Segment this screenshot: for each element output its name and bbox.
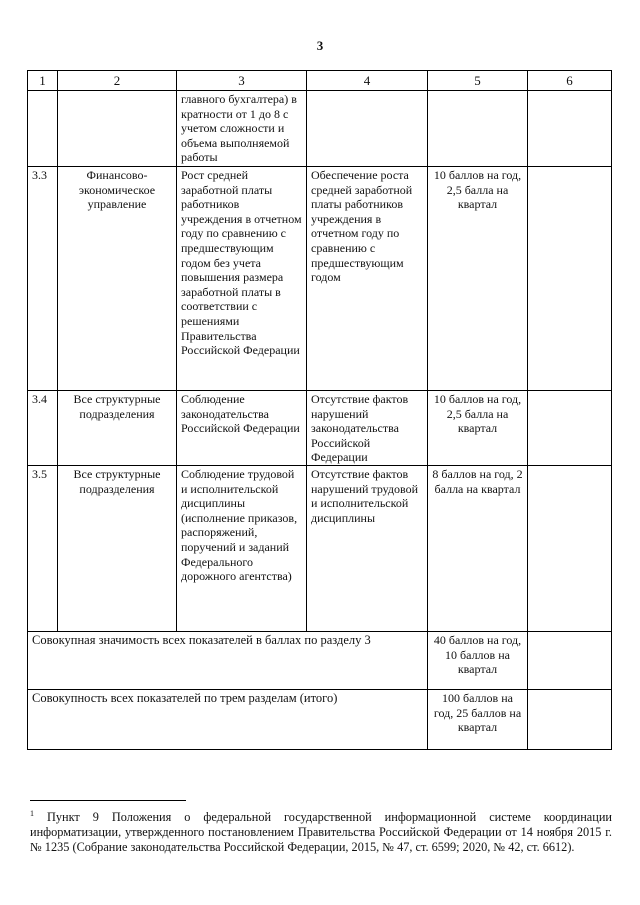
cell-score: 10 баллов на год, 2,5 балла на квартал	[428, 391, 528, 466]
cell-indicator: Соблюдение трудовой и исполнительской дисциплины (исполнение приказов, распоряжений, поручений и заданий Федерального дорожного агентства)	[177, 465, 307, 631]
table-row	[28, 465, 612, 631]
cell-col6	[528, 689, 612, 749]
footnote-divider	[30, 800, 186, 801]
summary-label: Совокупность всех показателей по трем разделам (итого)	[28, 689, 428, 749]
cell-unit: Все структурные подразделения	[58, 391, 177, 466]
cell-indicator: Соблюдение законодательства Российской Федерации	[177, 391, 307, 466]
cell-unit: Все структурные подразделения	[58, 465, 177, 631]
summary-label: Совокупная значимость всех показателей в баллах по разделу 3	[28, 631, 428, 689]
header-row	[28, 71, 612, 91]
cell-indicator: главного бухгалтера) в кратности от 1 до 8 с учетом сложности и объема выполняемой работы	[177, 91, 307, 167]
cell-score	[428, 91, 528, 167]
footnote-marker: 1	[30, 809, 34, 818]
header-cell: 3	[177, 71, 307, 91]
indicators-table	[27, 70, 612, 750]
cell-indicator: Рост средней заработной платы работников учреждения в отчетном году по сравнению с предшествующим годом без учета повышения размера заработной платы в соответствии с решениями Правительства Российской Федерации	[177, 167, 307, 391]
cell-col6	[528, 391, 612, 466]
cell-num	[28, 91, 58, 167]
table-row	[28, 167, 612, 391]
cell-score: 8 баллов на год, 2 балла на квартал	[428, 465, 528, 631]
cell-score: 10 баллов на год, 2,5 балла на квартал	[428, 167, 528, 391]
table-row	[28, 391, 612, 466]
cell-col6	[528, 465, 612, 631]
cell-unit: Финансово-экономическое управление	[58, 167, 177, 391]
cell-criterion: Отсутствие фактов нарушений трудовой и исполнительской дисциплины	[307, 465, 428, 631]
cell-num: 3.4	[28, 391, 58, 466]
header-cell: 4	[307, 71, 428, 91]
summary-score: 40 баллов на год, 10 баллов на квартал	[428, 631, 528, 689]
cell-col6	[528, 631, 612, 689]
summary-row	[28, 631, 612, 689]
footnote	[30, 806, 612, 855]
footnote-text: Пункт 9 Положения о федеральной государственной информационной системе координации информатизации, утвержденного постановлением Правительства Российской Федерации от 14 ноября 2015 г. № 1235 (Собрание законодательства Российской Федерации, 2015, № 47, ст. 6599; 2020, № 42, ст. 6612).	[30, 810, 612, 855]
summary-score: 100 баллов на год, 25 баллов на квартал	[428, 689, 528, 749]
continuation-row	[28, 91, 612, 167]
cell-num: 3.5	[28, 465, 58, 631]
cell-criterion: Обеспечение роста средней заработной платы работников учреждения в отчетном году по сравнению с предшествующим годом	[307, 167, 428, 391]
header-cell: 1	[28, 71, 58, 91]
summary-row	[28, 689, 612, 749]
header-cell: 2	[58, 71, 177, 91]
cell-criterion	[307, 91, 428, 167]
cell-num: 3.3	[28, 167, 58, 391]
cell-criterion: Отсутствие фактов нарушений законодательства Российской Федерации	[307, 391, 428, 466]
header-cell: 6	[528, 71, 612, 91]
cell-unit	[58, 91, 177, 167]
cell-col6	[528, 167, 612, 391]
header-cell: 5	[428, 71, 528, 91]
page-number: 3	[316, 38, 324, 53]
cell-col6	[528, 91, 612, 167]
